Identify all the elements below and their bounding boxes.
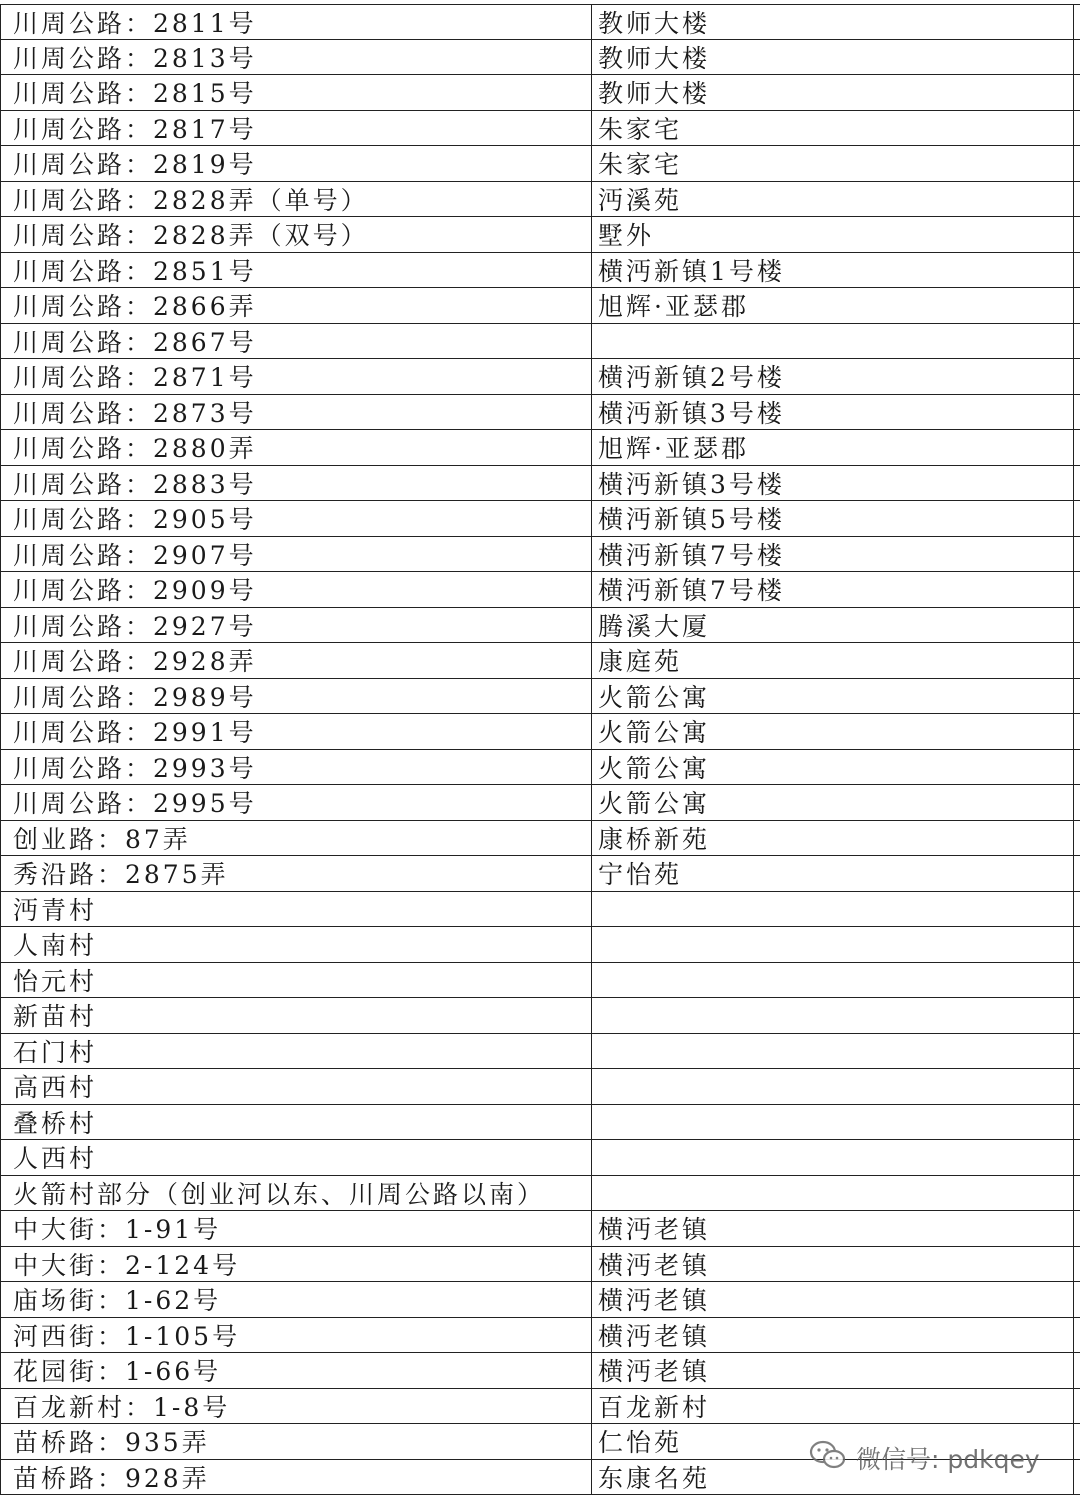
table-row — [0, 395, 1080, 431]
address-table — [0, 4, 1080, 1495]
table-row — [0, 40, 1080, 76]
table-row — [0, 288, 1080, 324]
watermark-text: 微信号: pdkqey — [856, 1445, 1040, 1474]
community-cell: 火箭公寓 — [592, 714, 1074, 749]
community-cell: 横沔老镇 — [592, 1318, 1074, 1353]
community-cell: 火箭公寓 — [592, 785, 1074, 820]
community-cell: 宁怡苑 — [592, 856, 1074, 891]
community-cell: 旭辉·亚瑟郡 — [592, 288, 1074, 323]
table-row — [0, 892, 1080, 928]
wechat-icon — [808, 1438, 848, 1478]
table-row — [0, 324, 1080, 360]
community-cell: 仁怡苑 — [592, 1424, 1074, 1459]
community-cell: 横沔新镇1号楼 — [592, 253, 1074, 288]
community-cell: 火箭公寓 — [592, 679, 1074, 714]
community-cell — [592, 998, 1074, 1033]
table-row — [0, 608, 1080, 644]
table-row — [0, 359, 1080, 395]
address-cell: 川周公路：2871号 — [0, 359, 592, 394]
address-cell: 川周公路：2989号 — [0, 679, 592, 714]
community-cell: 墅外 — [592, 217, 1074, 252]
address-cell: 川周公路：2867号 — [0, 324, 592, 359]
address-cell: 川周公路：2819号 — [0, 146, 592, 181]
address-cell: 川周公路：2927号 — [0, 608, 592, 643]
table-row — [0, 4, 1080, 40]
table-row — [0, 927, 1080, 963]
address-cell: 怡元村 — [0, 963, 592, 998]
table-row — [0, 856, 1080, 892]
community-cell: 横沔老镇 — [592, 1353, 1074, 1388]
address-cell: 川周公路：2880弄 — [0, 430, 592, 465]
address-cell: 石门村 — [0, 1034, 592, 1069]
address-cell: 川周公路：2905号 — [0, 501, 592, 536]
community-cell: 横沔新镇3号楼 — [592, 466, 1074, 501]
community-cell: 朱家宅 — [592, 111, 1074, 146]
address-cell: 火箭村部分（创业河以东、川周公路以南） — [0, 1176, 592, 1211]
community-cell: 康庭苑 — [592, 643, 1074, 678]
community-cell: 腾溪大厦 — [592, 608, 1074, 643]
table-row — [0, 679, 1080, 715]
address-cell: 川周公路：2991号 — [0, 714, 592, 749]
community-cell: 火箭公寓 — [592, 750, 1074, 785]
community-cell — [592, 1105, 1074, 1140]
table-row — [0, 963, 1080, 999]
table-row — [0, 182, 1080, 218]
address-cell: 中大街：2-124号 — [0, 1247, 592, 1282]
table-row — [0, 1282, 1080, 1318]
address-cell: 中大街：1-91号 — [0, 1211, 592, 1246]
table-row — [0, 1069, 1080, 1105]
community-cell: 朱家宅 — [592, 146, 1074, 181]
address-cell: 川周公路：2907号 — [0, 537, 592, 572]
community-cell: 东康名苑 — [592, 1460, 1074, 1495]
community-cell: 旭辉·亚瑟郡 — [592, 430, 1074, 465]
table-row — [0, 1353, 1080, 1389]
table-row — [0, 1211, 1080, 1247]
table-row — [0, 714, 1080, 750]
community-cell: 横沔新镇7号楼 — [592, 572, 1074, 607]
address-cell: 苗桥路：935弄 — [0, 1424, 592, 1459]
address-cell: 川周公路：2995号 — [0, 785, 592, 820]
address-cell: 新苗村 — [0, 998, 592, 1033]
community-cell: 横沔老镇 — [592, 1211, 1074, 1246]
address-cell: 川周公路：2909号 — [0, 572, 592, 607]
watermark — [808, 1438, 1040, 1478]
address-cell: 创业路：87弄 — [0, 821, 592, 856]
table-row — [0, 1247, 1080, 1283]
community-cell: 教师大楼 — [592, 40, 1074, 75]
table-row — [0, 643, 1080, 679]
community-cell: 横沔老镇 — [592, 1282, 1074, 1317]
address-cell: 川周公路：2866弄 — [0, 288, 592, 323]
table-row — [0, 785, 1080, 821]
table-row — [0, 1318, 1080, 1354]
address-cell: 苗桥路：928弄 — [0, 1460, 592, 1495]
community-cell: 康桥新苑 — [592, 821, 1074, 856]
address-cell: 川周公路：2851号 — [0, 253, 592, 288]
address-cell: 花园街：1-66号 — [0, 1353, 592, 1388]
table-row — [0, 430, 1080, 466]
table-row — [0, 501, 1080, 537]
community-cell: 横沔新镇2号楼 — [592, 359, 1074, 394]
community-cell — [592, 963, 1074, 998]
address-cell: 川周公路：2993号 — [0, 750, 592, 785]
table-row — [0, 1389, 1080, 1425]
community-cell: 教师大楼 — [592, 75, 1074, 110]
table-row — [0, 998, 1080, 1034]
community-cell — [592, 1176, 1074, 1211]
address-cell: 川周公路：2873号 — [0, 395, 592, 430]
address-cell: 叠桥村 — [0, 1105, 592, 1140]
table-row — [0, 253, 1080, 289]
address-cell: 百龙新村：1-8号 — [0, 1389, 592, 1424]
address-cell: 河西街：1-105号 — [0, 1318, 592, 1353]
table-row — [0, 75, 1080, 111]
community-cell — [592, 1034, 1074, 1069]
address-cell: 川周公路：2811号 — [0, 5, 592, 39]
address-cell: 川周公路：2817号 — [0, 111, 592, 146]
address-cell: 秀沿路：2875弄 — [0, 856, 592, 891]
community-cell: 百龙新村 — [592, 1389, 1074, 1424]
community-cell — [592, 892, 1074, 927]
table-row — [0, 750, 1080, 786]
community-cell: 沔溪苑 — [592, 182, 1074, 217]
address-cell: 人南村 — [0, 927, 592, 962]
address-cell: 高西村 — [0, 1069, 592, 1104]
table-row — [0, 572, 1080, 608]
community-cell: 横沔新镇7号楼 — [592, 537, 1074, 572]
table-row — [0, 537, 1080, 573]
address-cell: 川周公路：2828弄（单号） — [0, 182, 592, 217]
community-cell: 横沔新镇5号楼 — [592, 501, 1074, 536]
address-cell: 川周公路：2883号 — [0, 466, 592, 501]
table-row — [0, 1140, 1080, 1176]
table-row — [0, 217, 1080, 253]
address-cell: 川周公路：2815号 — [0, 75, 592, 110]
address-cell: 庙场街：1-62号 — [0, 1282, 592, 1317]
table-row — [0, 1105, 1080, 1141]
address-cell: 人西村 — [0, 1140, 592, 1175]
community-cell — [592, 1140, 1074, 1175]
community-cell — [592, 927, 1074, 962]
table-row — [0, 1176, 1080, 1212]
community-cell: 横沔老镇 — [592, 1247, 1074, 1282]
address-cell: 川周公路：2813号 — [0, 40, 592, 75]
address-cell: 沔青村 — [0, 892, 592, 927]
community-cell: 横沔新镇3号楼 — [592, 395, 1074, 430]
address-cell: 川周公路：2928弄 — [0, 643, 592, 678]
table-row — [0, 466, 1080, 502]
community-cell — [592, 324, 1074, 359]
table-row — [0, 111, 1080, 147]
community-cell: 教师大楼 — [592, 5, 1074, 39]
table-row — [0, 146, 1080, 182]
table-row — [0, 821, 1080, 857]
address-cell: 川周公路：2828弄（双号） — [0, 217, 592, 252]
table-row — [0, 1034, 1080, 1070]
community-cell — [592, 1069, 1074, 1104]
